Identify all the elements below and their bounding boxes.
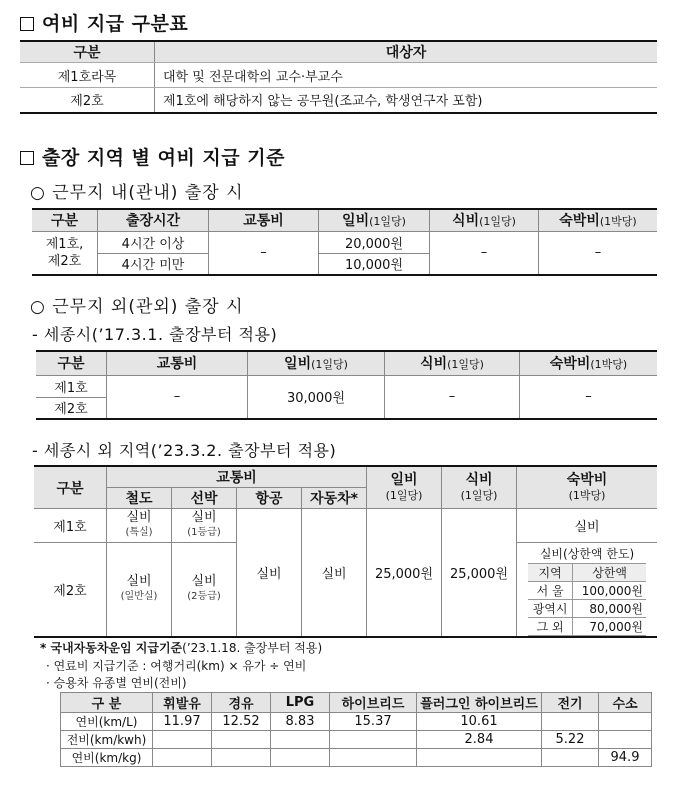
cap-region: 서 울 bbox=[528, 582, 573, 600]
outside-heading: ○ 근무지 외(관외) 출장 시 bbox=[30, 297, 244, 317]
sejong-heading: - 세종시(’17.3.1. 출장부터 적용) bbox=[32, 325, 278, 344]
table-row: 연비(km/kg) 94.9 bbox=[61, 749, 652, 767]
col-lodging: 숙박비 (1박당) bbox=[517, 466, 658, 509]
col-daily: 일비 (1일당) bbox=[367, 466, 442, 509]
section-title-standards: 출장 지역 별 여비 지급 기준 bbox=[20, 143, 285, 170]
lodging-cell: – bbox=[520, 375, 658, 419]
car-fare-note-title: * 국내자동차운임 지급기준(’23.1.18. 출장부터 적용) bbox=[40, 641, 323, 655]
lodging-cell bbox=[517, 543, 658, 638]
rail-cell: 실비 (일반실) bbox=[107, 543, 172, 638]
col-lodging: 숙박비(1박당) bbox=[539, 209, 658, 231]
ship-cell: 실비 (2등급) bbox=[172, 543, 237, 638]
ship-cell: 실비 (1등급) bbox=[172, 509, 237, 543]
other-heading: - 세종시 외 지역(’23.3.2. 출장부터 적용) bbox=[32, 441, 337, 460]
fuel-efficiency-caption: · 승용차 유종별 연비(전비) bbox=[46, 676, 187, 690]
col-transport: 교통비 bbox=[209, 209, 319, 231]
square-bullet-icon bbox=[20, 151, 34, 165]
lodging-cell: – bbox=[539, 231, 658, 275]
meal-cell: – bbox=[430, 231, 539, 275]
col-meal: 식비 (1일당) bbox=[442, 466, 517, 509]
rail-cell: 실비 (특실) bbox=[107, 509, 172, 543]
col-transport: 교통비 bbox=[107, 466, 367, 488]
grade-cell: 제1호라목 bbox=[20, 63, 155, 88]
inside-heading: ○ 근무지 내(관내) 출장 시 bbox=[30, 183, 244, 203]
section-title-grades: 여비 지급 구분표 bbox=[20, 9, 188, 36]
col-air: 항공 bbox=[237, 488, 302, 509]
col-time: 출장시간 bbox=[98, 209, 209, 231]
grade-cell: 제1호 bbox=[34, 509, 107, 543]
col-ship: 선박 bbox=[172, 488, 237, 509]
col-grade: 구분 bbox=[32, 209, 98, 231]
col-daily: 일비(1일당) bbox=[319, 209, 430, 231]
lodging-cap-label: 실비(상한액 한도) bbox=[539, 547, 635, 561]
grade-cell: 제2호 bbox=[36, 397, 107, 419]
lodging-cell: 실비 bbox=[517, 509, 658, 543]
grade-cell: 제1호 bbox=[36, 375, 107, 397]
transport-cell: – bbox=[107, 375, 248, 419]
grade-cell: 제2호 bbox=[70, 94, 104, 110]
col-meal: 식비(1일당) bbox=[430, 209, 539, 231]
table-row: 연비(km/L) 11.97 12.52 8.83 15.37 10.61 bbox=[61, 713, 652, 731]
air-cell: 실비 bbox=[237, 509, 302, 638]
fuel-efficiency-table: 구 분 휘발유 경유 LPG 하이브리드 플러그인 하이브리드 전기 수소 연비(km/L) 11.97 12.52 8.83 15.37 10.61 전비(km/kwh) 2.84 5.22 연비(km/kg) 94.9 bbox=[60, 692, 652, 767]
target-cell: 대학 및 전문대학의 교수·부교수 bbox=[155, 63, 658, 88]
col-car: 자동차* bbox=[302, 488, 367, 509]
grade-cell: 제2호 bbox=[34, 543, 107, 638]
cap-amount: 70,000원 bbox=[573, 618, 646, 636]
other-region-table bbox=[34, 465, 657, 638]
col-daily: 일비(1일당) bbox=[248, 351, 385, 375]
target-header: 대상자 bbox=[155, 41, 658, 63]
col-transport: 교통비 bbox=[107, 351, 248, 375]
meal-cell: 25,000원 bbox=[442, 509, 517, 638]
cap-amount: 80,000원 bbox=[573, 600, 646, 618]
grade-header: 구분 bbox=[20, 41, 155, 63]
square-bullet-icon bbox=[20, 17, 34, 31]
meal-cell: – bbox=[385, 375, 520, 419]
time-cell: 4시간 이상 bbox=[98, 231, 209, 253]
col-grade: 구분 bbox=[34, 466, 107, 509]
daily-cell: 20,000원 bbox=[319, 231, 430, 253]
fuel-cost-formula: · 연료비 지급기준 : 여행거리(km) × 유가 ÷ 연비 bbox=[46, 659, 307, 673]
time-cell: 4시간 미만 bbox=[98, 253, 209, 275]
col-rail: 철도 bbox=[107, 488, 172, 509]
col-meal: 식비(1일당) bbox=[385, 351, 520, 375]
cap-amount: 100,000원 bbox=[573, 582, 646, 600]
col-grade: 구분 bbox=[36, 351, 107, 375]
lodging-cap-table: 지역 상한액 서 울 100,000원 광역시 80,000원 그 외 70,000원 bbox=[528, 563, 646, 636]
daily-cell: 10,000원 bbox=[319, 253, 430, 275]
daily-cell: 25,000원 bbox=[367, 509, 442, 638]
transport-cell: – bbox=[209, 231, 319, 275]
car-cell: 실비 bbox=[302, 509, 367, 638]
col-lodging: 숙박비(1박당) bbox=[520, 351, 658, 375]
cap-region: 그 외 bbox=[528, 618, 573, 636]
cap-region: 광역시 bbox=[528, 600, 573, 618]
inside-table bbox=[32, 208, 657, 276]
target-cell: 제1호에 해당하지 않는 공무원(조교수, 학생연구자 포함) bbox=[155, 88, 658, 113]
table-row: 전비(km/kwh) 2.84 5.22 bbox=[61, 731, 652, 749]
sejong-table bbox=[36, 350, 657, 420]
grade-table bbox=[20, 40, 657, 114]
daily-cell: 30,000원 bbox=[248, 375, 385, 419]
grade-cell: 제1호, 제2호 bbox=[32, 231, 98, 275]
